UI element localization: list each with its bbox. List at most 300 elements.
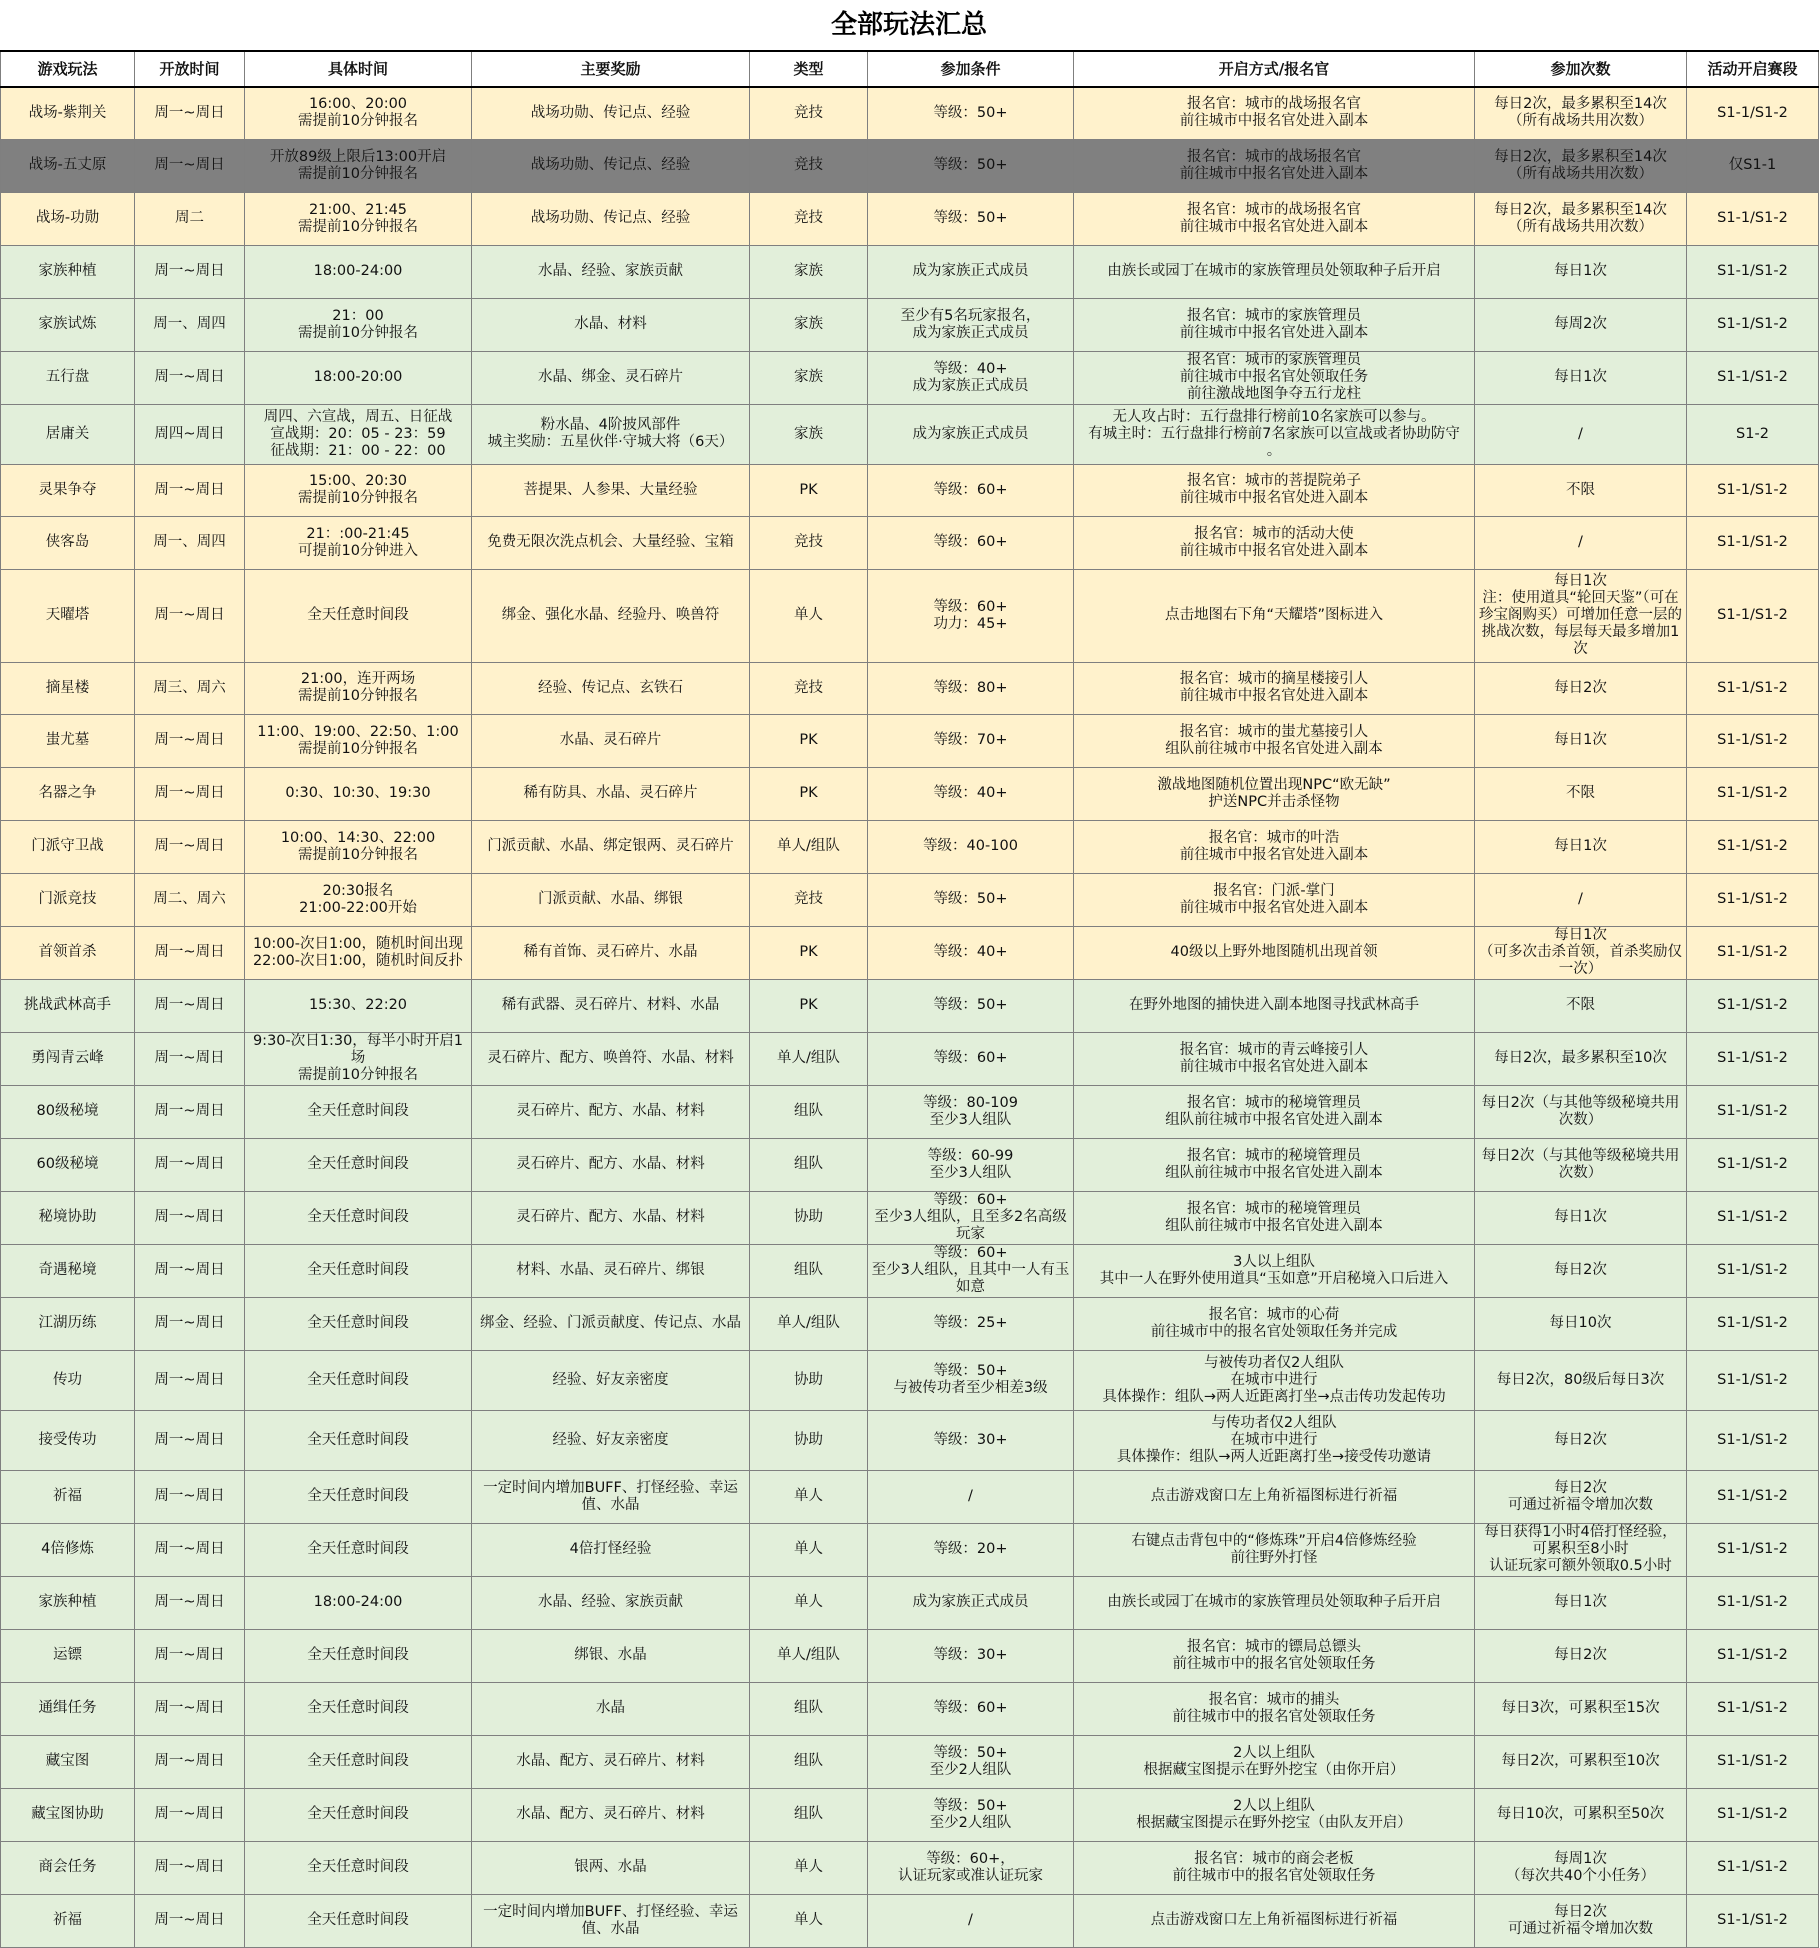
- cell-rewards: 经验、好友亲密度: [472, 1350, 750, 1410]
- cell-requirements: 等级：30+: [868, 1629, 1074, 1682]
- table-row: [1, 979, 1819, 1032]
- cell-activity: 门派竞技: [1, 873, 135, 926]
- cell-open-days: 周一~周日: [135, 1523, 245, 1576]
- cell-season: S1-1/S1-2: [1687, 1523, 1819, 1576]
- cell-rewards: 绑银、水晶: [472, 1629, 750, 1682]
- table-row: [1, 87, 1819, 139]
- cell-type: 单人: [750, 1523, 868, 1576]
- cell-attempts: 每日2次，最多累积至14次 （所有战场共用次数）: [1475, 192, 1687, 245]
- cell-requirements: 等级：30+: [868, 1410, 1074, 1470]
- cell-open-days: 周一~周日: [135, 1682, 245, 1735]
- cell-requirements: 等级：60+: [868, 464, 1074, 516]
- cell-rewards: 水晶、灵石碎片: [472, 714, 750, 767]
- cell-type: PK: [750, 767, 868, 820]
- cell-open-days: 周一~周日: [135, 569, 245, 662]
- cell-rewards: 水晶、配方、灵石碎片、材料: [472, 1788, 750, 1841]
- cell-time: 18:00-20:00: [245, 351, 472, 404]
- cell-attempts: 每周1次 （每次共40个小任务）: [1475, 1841, 1687, 1894]
- cell-activity: 挑战武林高手: [1, 979, 135, 1032]
- cell-activity: 奇遇秘境: [1, 1244, 135, 1297]
- cell-type: 单人: [750, 1470, 868, 1523]
- cell-attempts: 每日1次 注：使用道具“轮回天鉴”（可在珍宝阁购买）可增加任意一层的挑战次数，每层每天最多增加1次: [1475, 569, 1687, 662]
- cell-attempts: 每日1次: [1475, 1191, 1687, 1244]
- cell-entry-method: 点击地图右下角“天耀塔”图标进入: [1074, 569, 1475, 662]
- cell-time: 全天任意时间段: [245, 1191, 472, 1244]
- cell-time: 全天任意时间段: [245, 1894, 472, 1947]
- table-row: [1, 245, 1819, 298]
- table-row: [1, 1410, 1819, 1470]
- cell-type: 协助: [750, 1191, 868, 1244]
- cell-rewards: 绑金、强化水晶、经验丹、唤兽符: [472, 569, 750, 662]
- cell-activity: 战场-五丈原: [1, 139, 135, 192]
- cell-attempts: 每日1次: [1475, 351, 1687, 404]
- cell-type: PK: [750, 714, 868, 767]
- cell-time: 11:00、19:00、22:50、1:00 需提前10分钟报名: [245, 714, 472, 767]
- cell-type: 竞技: [750, 662, 868, 714]
- cell-activity: 五行盘: [1, 351, 135, 404]
- cell-requirements: 成为家族正式成员: [868, 404, 1074, 464]
- cell-activity: 灵果争夺: [1, 464, 135, 516]
- cell-entry-method: 点击游戏窗口左上角祈福图标进行祈福: [1074, 1894, 1475, 1947]
- cell-open-days: 周一~周日: [135, 1244, 245, 1297]
- cell-time: 全天任意时间段: [245, 1138, 472, 1191]
- cell-entry-method: 点击游戏窗口左上角祈福图标进行祈福: [1074, 1470, 1475, 1523]
- cell-attempts: 每日1次: [1475, 245, 1687, 298]
- table-row: [1, 464, 1819, 516]
- cell-activity: 藏宝图: [1, 1735, 135, 1788]
- cell-time: 全天任意时间段: [245, 1523, 472, 1576]
- table-row: [1, 1085, 1819, 1138]
- cell-activity: 名器之争: [1, 767, 135, 820]
- cell-time: 21:00、21:45 需提前10分钟报名: [245, 192, 472, 245]
- cell-entry-method: 右键点击背包中的“修炼珠”开启4倍修炼经验 前往野外打怪: [1074, 1523, 1475, 1576]
- cell-season: S1-1/S1-2: [1687, 1138, 1819, 1191]
- cell-time: 10:00-次日1:00，随机时间出现 22:00-次日1:00，随机时间反扑: [245, 926, 472, 979]
- cell-activity: 家族种植: [1, 245, 135, 298]
- cell-time: 18:00-24:00: [245, 245, 472, 298]
- cell-season: S1-2: [1687, 404, 1819, 464]
- cell-activity: 蚩尤墓: [1, 714, 135, 767]
- cell-rewards: 绑金、经验、门派贡献度、传记点、水晶: [472, 1297, 750, 1350]
- cell-attempts: 每日10次，可累积至50次: [1475, 1788, 1687, 1841]
- cell-type: 组队: [750, 1244, 868, 1297]
- cell-activity: 门派守卫战: [1, 820, 135, 873]
- cell-attempts: 每日2次: [1475, 662, 1687, 714]
- column-header-type: 类型: [750, 51, 868, 87]
- cell-open-days: 周一~周日: [135, 1894, 245, 1947]
- cell-type: 单人: [750, 1894, 868, 1947]
- cell-season: S1-1/S1-2: [1687, 767, 1819, 820]
- cell-entry-method: 与传功者仅2人组队 在城市中进行 具体操作：组队→两人近距离打坐→接受传功邀请: [1074, 1410, 1475, 1470]
- cell-type: 家族: [750, 298, 868, 351]
- cell-requirements: 等级：60+: [868, 1032, 1074, 1085]
- cell-season: S1-1/S1-2: [1687, 979, 1819, 1032]
- cell-rewards: 水晶、绑金、灵石碎片: [472, 351, 750, 404]
- cell-activity: 战场-功勋: [1, 192, 135, 245]
- cell-rewards: 水晶、经验、家族贡献: [472, 245, 750, 298]
- cell-entry-method: 报名官：城市的摘星楼接引人 前往城市中报名官处进入副本: [1074, 662, 1475, 714]
- cell-open-days: 周一~周日: [135, 1629, 245, 1682]
- cell-attempts: 不限: [1475, 979, 1687, 1032]
- table-row: [1, 516, 1819, 569]
- cell-season: S1-1/S1-2: [1687, 464, 1819, 516]
- cell-type: 组队: [750, 1085, 868, 1138]
- cell-rewards: 门派贡献、水晶、绑银: [472, 873, 750, 926]
- cell-attempts: /: [1475, 516, 1687, 569]
- cell-attempts: 每日1次 （可多次击杀首领，首杀奖励仅一次）: [1475, 926, 1687, 979]
- cell-attempts: 每日2次，最多累积至14次 （所有战场共用次数）: [1475, 139, 1687, 192]
- cell-requirements: 等级：80+: [868, 662, 1074, 714]
- cell-type: 组队: [750, 1735, 868, 1788]
- cell-activity: 家族试炼: [1, 298, 135, 351]
- cell-time: 20:30报名 21:00-22:00开始: [245, 873, 472, 926]
- cell-attempts: 每日10次: [1475, 1297, 1687, 1350]
- cell-entry-method: 报名官：城市的战场报名官 前往城市中报名官处进入副本: [1074, 192, 1475, 245]
- cell-type: 单人/组队: [750, 1032, 868, 1085]
- cell-season: S1-1/S1-2: [1687, 1032, 1819, 1085]
- cell-open-days: 周二: [135, 192, 245, 245]
- cell-rewards: 水晶: [472, 1682, 750, 1735]
- cell-open-days: 周一~周日: [135, 1032, 245, 1085]
- cell-requirements: /: [868, 1894, 1074, 1947]
- cell-requirements: 等级：25+: [868, 1297, 1074, 1350]
- table-row: [1, 1682, 1819, 1735]
- cell-entry-method: 报名官：城市的活动大使 前往城市中报名官处进入副本: [1074, 516, 1475, 569]
- cell-type: 家族: [750, 351, 868, 404]
- table-row: [1, 351, 1819, 404]
- cell-season: S1-1/S1-2: [1687, 1297, 1819, 1350]
- column-header-entry-method: 开启方式/报名官: [1074, 51, 1475, 87]
- cell-rewards: 4倍打怪经验: [472, 1523, 750, 1576]
- cell-open-days: 周一~周日: [135, 1410, 245, 1470]
- cell-open-days: 周一~周日: [135, 1470, 245, 1523]
- cell-rewards: 经验、好友亲密度: [472, 1410, 750, 1470]
- activity-table: [0, 50, 1819, 1948]
- cell-requirements: 等级：60-99 至少3人组队: [868, 1138, 1074, 1191]
- cell-requirements: 等级：50+ 至少2人组队: [868, 1735, 1074, 1788]
- cell-requirements: 等级：40+: [868, 926, 1074, 979]
- cell-type: PK: [750, 979, 868, 1032]
- table-row: [1, 1191, 1819, 1244]
- cell-attempts: 每日1次: [1475, 820, 1687, 873]
- cell-rewards: 免费无限次洗点机会、大量经验、宝箱: [472, 516, 750, 569]
- cell-activity: 天曜塔: [1, 569, 135, 662]
- cell-attempts: 不限: [1475, 767, 1687, 820]
- cell-entry-method: 由族长或园丁在城市的家族管理员处领取种子后开启: [1074, 1576, 1475, 1629]
- cell-time: 9:30-次日1:30，每半小时开启1场 需提前10分钟报名: [245, 1032, 472, 1085]
- cell-requirements: 等级：50+: [868, 87, 1074, 139]
- cell-season: S1-1/S1-2: [1687, 351, 1819, 404]
- table-row: [1, 1470, 1819, 1523]
- cell-rewards: 水晶、配方、灵石碎片、材料: [472, 1735, 750, 1788]
- cell-season: S1-1/S1-2: [1687, 1191, 1819, 1244]
- cell-attempts: 每日获得1小时4倍打怪经验，可累积至8小时 认证玩家可额外领取0.5小时: [1475, 1523, 1687, 1576]
- cell-type: 协助: [750, 1350, 868, 1410]
- cell-requirements: 等级：60+: [868, 1682, 1074, 1735]
- table-row: [1, 1523, 1819, 1576]
- cell-time: 全天任意时间段: [245, 1244, 472, 1297]
- table-row: [1, 1841, 1819, 1894]
- cell-time: 全天任意时间段: [245, 1629, 472, 1682]
- cell-type: 竞技: [750, 87, 868, 139]
- cell-attempts: 每日2次，最多累积至10次: [1475, 1032, 1687, 1085]
- cell-season: S1-1/S1-2: [1687, 516, 1819, 569]
- cell-season: S1-1/S1-2: [1687, 1629, 1819, 1682]
- cell-open-days: 周一~周日: [135, 1841, 245, 1894]
- cell-entry-method: 报名官：城市的镖局总镖头 前往城市中的报名官处领取任务: [1074, 1629, 1475, 1682]
- cell-requirements: /: [868, 1470, 1074, 1523]
- cell-entry-method: 无人攻占时：五行盘排行榜前10名家族可以参与。 有城主时：五行盘排行榜前7名家族可以宣战或者协助防守 。: [1074, 404, 1475, 464]
- cell-season: S1-1/S1-2: [1687, 662, 1819, 714]
- cell-open-days: 周一~周日: [135, 139, 245, 192]
- cell-requirements: 等级：60+ 至少3人组队，且其中一人有玉如意: [868, 1244, 1074, 1297]
- cell-time: 全天任意时间段: [245, 1735, 472, 1788]
- table-row: [1, 1735, 1819, 1788]
- cell-time: 16:00、20:00 需提前10分钟报名: [245, 87, 472, 139]
- column-header-open-days: 开放时间: [135, 51, 245, 87]
- column-header-requirements: 参加条件: [868, 51, 1074, 87]
- cell-activity: 家族种植: [1, 1576, 135, 1629]
- cell-entry-method: 在野外地图的捕快进入副本地图寻找武林高手: [1074, 979, 1475, 1032]
- cell-open-days: 周一~周日: [135, 1788, 245, 1841]
- cell-activity: 勇闯青云峰: [1, 1032, 135, 1085]
- cell-activity: 摘星楼: [1, 662, 135, 714]
- cell-open-days: 周一~周日: [135, 979, 245, 1032]
- cell-open-days: 周一~周日: [135, 767, 245, 820]
- cell-entry-method: 报名官：城市的青云峰接引人 前往城市中报名官处进入副本: [1074, 1032, 1475, 1085]
- cell-open-days: 周一~周日: [135, 1085, 245, 1138]
- cell-rewards: 粉水晶、4阶披风部件 城主奖励：五星伙伴·守城大将（6天）: [472, 404, 750, 464]
- cell-rewards: 灵石碎片、配方、水晶、材料: [472, 1085, 750, 1138]
- cell-requirements: 等级：60+ 至少3人组队，且至多2名高级玩家: [868, 1191, 1074, 1244]
- cell-time: 21：:00-21:45 可提前10分钟进入: [245, 516, 472, 569]
- cell-open-days: 周二、周六: [135, 873, 245, 926]
- cell-rewards: 稀有武器、灵石碎片、材料、水晶: [472, 979, 750, 1032]
- cell-attempts: 每日2次（与其他等级秘境共用次数）: [1475, 1085, 1687, 1138]
- cell-type: 竞技: [750, 516, 868, 569]
- cell-attempts: 每日2次: [1475, 1410, 1687, 1470]
- column-header-time: 具体时间: [245, 51, 472, 87]
- cell-requirements: 等级：20+: [868, 1523, 1074, 1576]
- cell-open-days: 周一~周日: [135, 1138, 245, 1191]
- cell-time: 15:30、22:20: [245, 979, 472, 1032]
- cell-open-days: 周一~周日: [135, 1191, 245, 1244]
- cell-requirements: 等级：50+ 与被传功者至少相差3级: [868, 1350, 1074, 1410]
- cell-season: S1-1/S1-2: [1687, 298, 1819, 351]
- cell-attempts: 每日2次 可通过祈福令增加次数: [1475, 1894, 1687, 1947]
- cell-requirements: 等级：60+， 认证玩家或准认证玩家: [868, 1841, 1074, 1894]
- cell-entry-method: 40级以上野外地图随机出现首领: [1074, 926, 1475, 979]
- cell-activity: 侠客岛: [1, 516, 135, 569]
- cell-open-days: 周一~周日: [135, 1735, 245, 1788]
- column-header-season: 活动开启赛段: [1687, 51, 1819, 87]
- table-row: [1, 298, 1819, 351]
- cell-season: S1-1/S1-2: [1687, 926, 1819, 979]
- cell-attempts: 每日2次，80级后每日3次: [1475, 1350, 1687, 1410]
- cell-time: 全天任意时间段: [245, 1410, 472, 1470]
- cell-attempts: 每日1次: [1475, 1576, 1687, 1629]
- cell-attempts: 每周2次: [1475, 298, 1687, 351]
- cell-rewards: 灵石碎片、配方、唤兽符、水晶、材料: [472, 1032, 750, 1085]
- header-row: [1, 51, 1819, 87]
- cell-type: 组队: [750, 1138, 868, 1191]
- cell-time: 周四、六宣战，周五、日征战 宣战期：20：05 - 23：59 征战期：21：00 - 22：00: [245, 404, 472, 464]
- table-row: [1, 767, 1819, 820]
- cell-time: 18:00-24:00: [245, 1576, 472, 1629]
- cell-type: 单人/组队: [750, 1297, 868, 1350]
- cell-open-days: 周一~周日: [135, 714, 245, 767]
- cell-attempts: 每日2次 可通过祈福令增加次数: [1475, 1470, 1687, 1523]
- cell-entry-method: 报名官：城市的叶浩 前往城市中报名官处进入副本: [1074, 820, 1475, 873]
- cell-type: PK: [750, 926, 868, 979]
- cell-type: 单人: [750, 1576, 868, 1629]
- cell-time: 全天任意时间段: [245, 569, 472, 662]
- cell-season: S1-1/S1-2: [1687, 245, 1819, 298]
- cell-attempts: 每日2次: [1475, 1629, 1687, 1682]
- cell-season: S1-1/S1-2: [1687, 87, 1819, 139]
- cell-activity: 接受传功: [1, 1410, 135, 1470]
- cell-type: 单人: [750, 1841, 868, 1894]
- cell-attempts: 每日2次，最多累积至14次 （所有战场共用次数）: [1475, 87, 1687, 139]
- cell-open-days: 周三、周六: [135, 662, 245, 714]
- cell-season: S1-1/S1-2: [1687, 1682, 1819, 1735]
- cell-rewards: 战场功勋、传记点、经验: [472, 87, 750, 139]
- cell-season: S1-1/S1-2: [1687, 192, 1819, 245]
- cell-entry-method: 报名官：城市的商会老板 前往城市中的报名官处领取任务: [1074, 1841, 1475, 1894]
- cell-activity: 商会任务: [1, 1841, 135, 1894]
- cell-open-days: 周一~周日: [135, 1576, 245, 1629]
- cell-open-days: 周一~周日: [135, 351, 245, 404]
- cell-requirements: 等级：40-100: [868, 820, 1074, 873]
- cell-type: 竞技: [750, 873, 868, 926]
- column-header-activity: 游戏玩法: [1, 51, 135, 87]
- cell-season: S1-1/S1-2: [1687, 1894, 1819, 1947]
- cell-season: S1-1/S1-2: [1687, 1735, 1819, 1788]
- cell-attempts: 每日1次: [1475, 714, 1687, 767]
- cell-attempts: 不限: [1475, 464, 1687, 516]
- cell-time: 全天任意时间段: [245, 1297, 472, 1350]
- cell-entry-method: 报名官：城市的蚩尤墓接引人 组队前往城市中报名官处进入副本: [1074, 714, 1475, 767]
- cell-time: 0:30、10:30、19:30: [245, 767, 472, 820]
- cell-activity: 江湖历练: [1, 1297, 135, 1350]
- cell-activity: 通缉任务: [1, 1682, 135, 1735]
- cell-requirements: 成为家族正式成员: [868, 245, 1074, 298]
- table-row: [1, 662, 1819, 714]
- cell-time: 全天任意时间段: [245, 1470, 472, 1523]
- cell-rewards: 银两、水晶: [472, 1841, 750, 1894]
- cell-requirements: 等级：80-109 至少3人组队: [868, 1085, 1074, 1138]
- cell-rewards: 稀有首饰、灵石碎片、水晶: [472, 926, 750, 979]
- cell-entry-method: 报名官：城市的秘境管理员 组队前往城市中报名官处进入副本: [1074, 1191, 1475, 1244]
- table-row: [1, 1629, 1819, 1682]
- cell-open-days: 周一~周日: [135, 820, 245, 873]
- cell-entry-method: 报名官：城市的战场报名官 前往城市中报名官处进入副本: [1074, 87, 1475, 139]
- cell-type: 单人/组队: [750, 820, 868, 873]
- cell-open-days: 周一~周日: [135, 87, 245, 139]
- cell-entry-method: 报名官：城市的战场报名官 前往城市中报名官处进入副本: [1074, 139, 1475, 192]
- cell-time: 全天任意时间段: [245, 1841, 472, 1894]
- cell-entry-method: 报名官：城市的菩提院弟子 前往城市中报名官处进入副本: [1074, 464, 1475, 516]
- cell-open-days: 周一、周四: [135, 516, 245, 569]
- cell-requirements: 等级：50+: [868, 979, 1074, 1032]
- table-row: [1, 139, 1819, 192]
- cell-rewards: 菩提果、人参果、大量经验: [472, 464, 750, 516]
- table-row: [1, 714, 1819, 767]
- cell-requirements: 等级：60+ 功力：45+: [868, 569, 1074, 662]
- cell-season: S1-1/S1-2: [1687, 1470, 1819, 1523]
- cell-type: 家族: [750, 404, 868, 464]
- table-row: [1, 1244, 1819, 1297]
- cell-rewards: 稀有防具、水晶、灵石碎片: [472, 767, 750, 820]
- cell-entry-method: 报名官：城市的家族管理员 前往城市中报名官处进入副本: [1074, 298, 1475, 351]
- cell-activity: 居庸关: [1, 404, 135, 464]
- cell-time: 开放89级上限后13:00开启 需提前10分钟报名: [245, 139, 472, 192]
- cell-rewards: 一定时间内增加BUFF、打怪经验、幸运值、水晶: [472, 1470, 750, 1523]
- cell-attempts: /: [1475, 404, 1687, 464]
- cell-rewards: 水晶、经验、家族贡献: [472, 1576, 750, 1629]
- cell-attempts: 每日2次，可累积至10次: [1475, 1735, 1687, 1788]
- cell-type: 竞技: [750, 192, 868, 245]
- cell-type: 单人: [750, 569, 868, 662]
- cell-type: 协助: [750, 1410, 868, 1470]
- table-row: [1, 1894, 1819, 1947]
- table-row: [1, 1576, 1819, 1629]
- cell-entry-method: 激战地图随机位置出现NPC“欧无缺” 护送NPC并击杀怪物: [1074, 767, 1475, 820]
- cell-season: S1-1/S1-2: [1687, 1244, 1819, 1297]
- table-row: [1, 1788, 1819, 1841]
- cell-season: S1-1/S1-2: [1687, 1788, 1819, 1841]
- cell-time: 10:00、14:30、22:00 需提前10分钟报名: [245, 820, 472, 873]
- cell-entry-method: 2人以上组队 根据藏宝图提示在野外挖宝（由队友开启）: [1074, 1788, 1475, 1841]
- cell-type: 组队: [750, 1682, 868, 1735]
- cell-time: 全天任意时间段: [245, 1682, 472, 1735]
- cell-open-days: 周一~周日: [135, 245, 245, 298]
- cell-open-days: 周一、周四: [135, 298, 245, 351]
- cell-entry-method: 报名官：城市的秘境管理员 组队前往城市中报名官处进入副本: [1074, 1085, 1475, 1138]
- cell-requirements: 等级：40+ 成为家族正式成员: [868, 351, 1074, 404]
- cell-open-days: 周四~周日: [135, 404, 245, 464]
- cell-rewards: 战场功勋、传记点、经验: [472, 192, 750, 245]
- sheet-title: 全部玩法汇总: [830, 10, 987, 40]
- cell-entry-method: 由族长或园丁在城市的家族管理员处领取种子后开启: [1074, 245, 1475, 298]
- cell-open-days: 周一~周日: [135, 1297, 245, 1350]
- cell-activity: 战场-紫荆关: [1, 87, 135, 139]
- cell-season: S1-1/S1-2: [1687, 1350, 1819, 1410]
- cell-rewards: 水晶、材料: [472, 298, 750, 351]
- cell-season: 仅S1-1: [1687, 139, 1819, 192]
- cell-activity: 秘境协助: [1, 1191, 135, 1244]
- cell-attempts: /: [1475, 873, 1687, 926]
- cell-season: S1-1/S1-2: [1687, 873, 1819, 926]
- cell-activity: 运镖: [1, 1629, 135, 1682]
- cell-rewards: 门派贡献、水晶、绑定银两、灵石碎片: [472, 820, 750, 873]
- cell-open-days: 周一~周日: [135, 464, 245, 516]
- cell-type: 单人/组队: [750, 1629, 868, 1682]
- cell-attempts: 每日2次（与其他等级秘境共用次数）: [1475, 1138, 1687, 1191]
- cell-season: S1-1/S1-2: [1687, 1410, 1819, 1470]
- cell-requirements: 等级：70+: [868, 714, 1074, 767]
- table-row: [1, 404, 1819, 464]
- table-row: [1, 1297, 1819, 1350]
- table-row: [1, 926, 1819, 979]
- cell-activity: 4倍修炼: [1, 1523, 135, 1576]
- cell-requirements: 等级：50+: [868, 139, 1074, 192]
- cell-entry-method: 报名官：城市的捕头 前往城市中的报名官处领取任务: [1074, 1682, 1475, 1735]
- table-row: [1, 1032, 1819, 1085]
- table-row: [1, 1138, 1819, 1191]
- cell-season: S1-1/S1-2: [1687, 1576, 1819, 1629]
- cell-requirements: 等级：40+: [868, 767, 1074, 820]
